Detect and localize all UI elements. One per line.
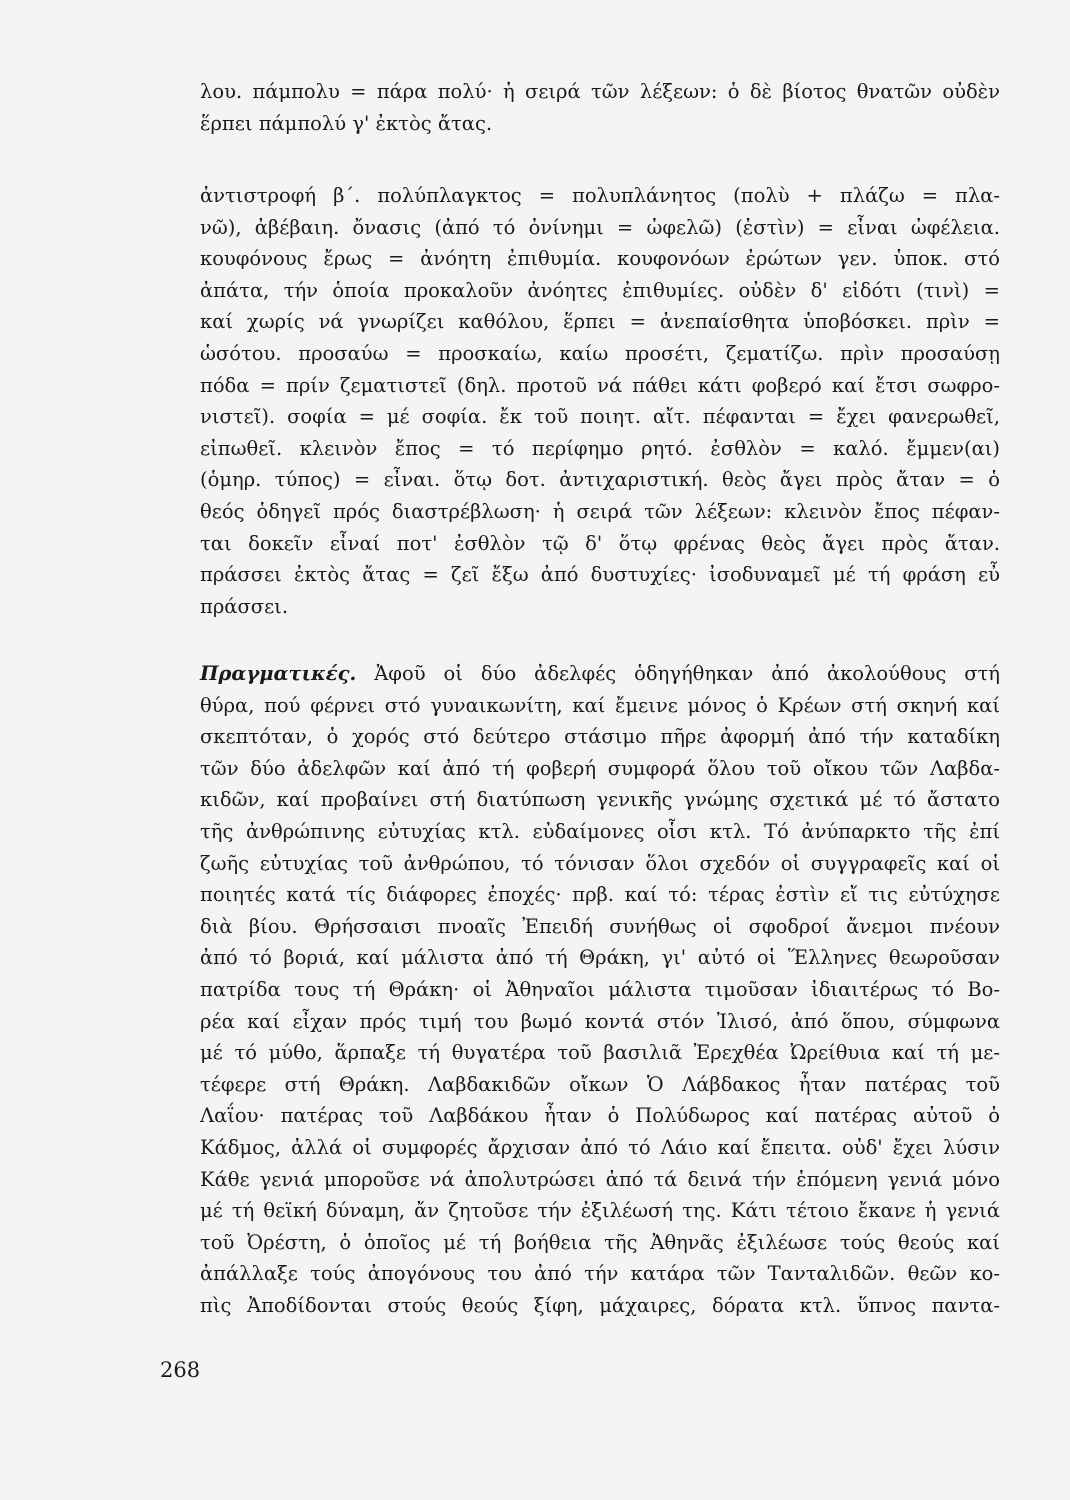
text-line: Κάθε γενιά μποροῦσε νά ἀπολυτρώσει ἀπό τά δεινά τήν ἑπόμενη γενιά μόνο [200,1167,1000,1191]
commentary-paragraph-antistrophe [200,180,1000,622]
text-line: μέ τό μύθο, ἅρπαξε τή θυγατέρα τοῦ βασιλιᾶ Ἐρεχθέα Ὠρείθυια καί τή με- [200,1041,1000,1065]
text-line: καί χωρίς νά γνωρίζει καθόλου, ἕρπει = ἀνεπαίσθητα ὑποβόσκει. πρὶν = [200,310,1000,334]
text-line: ὡσότου. προσαύω = προσκαίω, καίω προσέτι, ζεματίζω. πρὶν προσαύσῃ [200,341,1000,365]
text-line: τέφερε στή Θράκη. Λαβδακιδῶν οἴκων Ὁ Λάβδακος ἦταν πατέρας τοῦ [200,1072,1000,1096]
text-line: τοῦ Ὀρέστη, ὁ ὁποῖος μέ τή βοήθεια τῆς Ἀθηνᾶς ἐξιλέωσε τούς θεούς καί [200,1230,1000,1254]
text-line: πατρίδα τους τή Θράκη· οἱ Ἀθηναῖοι μάλιστα τιμοῦσαν ἰδιαιτέρως τό Βο- [200,977,1000,1001]
text-line [200,658,1000,690]
text-line: τῆς ἀνθρώπινης εὐτυχίας κτλ. εὐδαίμονες οἷσι κτλ. Τό ἀνύπαρκτο τῆς ἐπί [200,819,1000,843]
text-line: ἕρπει πάμπολύ γ' ἐκτὸς ἄτας. [200,111,493,135]
text-fragment: Ἀφοῦ οἱ δύο ἀδελφές ὁδηγήθηκαν ἀπό ἀκολούθους στή [356,662,1000,685]
text-line: θεός ὁδηγεῖ πρός διαστρέβλωση· ἡ σειρά τῶν λέξεων: κλεινὸν ἔπος πέφαν- [200,499,1000,523]
text-line: κουφόνους ἔρως = ἀνόητη ἐπιθυμία. κουφονόων ἐρώτων γεν. ὑποκ. στό [200,247,1000,271]
text-line: νιστεῖ). σοφία = μέ σοφία. ἔκ τοῦ ποιητ. αἴτ. πέφανται = ἔχει φανερωθεῖ, [200,405,1000,429]
text-line: θύρα, πού φέρνει στό γυναικωνίτη, καί ἔμεινε μόνος ὁ Κρέων στή σκηνή καί [200,693,1000,717]
text-line: εἰπωθεῖ. κλεινὸν ἔπος = τό περίφημο ρητό. ἐσθλὸν = καλό. ἔμμεν(αι) [200,436,1000,460]
section-heading: Πραγματικές. [200,662,357,685]
text-line: ται δοκεῖν εἶναί ποτ' ἐσθλὸν τῷ δ' ὅτῳ φρένας θεὸς ἄγει πρὸς ἄταν. [200,531,1000,555]
text-line: Κάδμος, ἀλλά οἱ συμφορές ἄρχισαν ἀπό τό Λάιο καί ἔπειτα. οὐδ' ἔχει λύσιν [200,1135,1000,1159]
text-line: ποιητές κατά τίς διάφορες ἐποχές· πρβ. καί τό: τέρας ἐστὶν εἴ τις εὐτύχησε [200,883,1000,907]
commentary-paragraph-1 [200,76,1000,139]
text-line: ἀντιστροφή β΄. πολύπλαγκτος = πολυπλάνητος (πολὺ + πλάζω = πλα- [200,184,1000,207]
text-line: πράσσει ἐκτὸς ἄτας = ζεῖ ἔξω ἀπό δυστυχίες· ἰσοδυναμεῖ μέ τή φράση εὖ [200,563,1000,587]
text-line: λου. πάμπολυ = πάρα πολύ· ἡ σειρά τῶν λέξεων: ὁ δὲ βίοτος θνατῶν οὐδὲν [200,80,1000,103]
text-line: σκεπτόταν, ὁ χορός στό δεύτερο στάσιμο πῆρε ἀφορμή ἀπό τήν καταδίκη [200,725,1000,749]
text-line: ἀπάλλαξε τούς ἀπογόνους του ἀπό τήν κατάρα τῶν Τανταλιδῶν. θεῶν κο- [200,1262,1000,1286]
text-line: Λαΐου· πατέρας τοῦ Λαβδάκου ἦταν ὁ Πολύδωρος καί πατέρας αὐτοῦ ὁ [200,1104,1000,1128]
text-line: πόδα = πρίν ζεματιστεῖ (δηλ. προτοῦ νά πάθει κάτι φοβερό καί ἔτσι σωφρο- [200,373,1000,397]
text-line: νῶ), ἀβέβαιη. ὄνασις (ἀπό τό ὀνίνημι = ὠφελῶ) (ἐστὶν) = εἶναι ὠφέλεια. [200,215,1000,239]
text-line: ρέα καί εἶχαν πρός τιμή του βωμό κοντά στόν Ἰλισό, ἀπό ὅπου, σύμφωνα [200,1009,1000,1033]
text-line: πράσσει. [200,594,289,618]
commentary-paragraph-pragmatikes [200,658,1000,1321]
text-line: ἀπάτα, τήν ὁποία προκαλοῦν ἀνόητες ἐπιθυμίες. οὐδὲν δ' εἰδότι (τινὶ) = [200,278,1000,302]
text-line: ἀπό τό βοριά, καί μάλιστα ἀπό τή Θράκη, γι' αὐτό οἱ Ἕλληνες θεωροῦσαν [200,946,1000,970]
text-line: μέ τή θεϊκή δύναμη, ἄν ζητοῦσε τήν ἐξιλέωσή της. Κάτι τέτοιο ἔκανε ἡ γενιά [200,1199,1000,1223]
text-line: ζωῆς εὐτυχίας τοῦ ἀνθρώπου, τό τόνισαν ὅλοι σχεδόν οἱ συγγραφεῖς καί οἱ [200,851,1000,875]
page-number: 268 [160,1358,201,1382]
text-line: τῶν δύο ἀδελφῶν καί ἀπό τή φοβερή συμφορά ὅλου τοῦ οἴκου τῶν Λαβδα- [200,756,1000,780]
text-line: πὶς Ἀποδίδονται στούς θεούς ξίφη, μάχαιρες, δόρατα κτλ. ὕπνος παντα- [200,1293,1000,1317]
text-line: διὰ βίου. Θρήσσαισι πνοαῖς Ἐπειδή συνήθως οἱ σφοδροί ἄνεμοι πνέουν [200,914,1000,938]
text-line: (ὁμηρ. τύπος) = εἶναι. ὅτῳ δοτ. ἀντιχαριστική. θεὸς ἄγει πρὸς ἄταν = ὁ [200,468,1000,492]
text-line: κιδῶν, καί προβαίνει στή διατύπωση γενικῆς γνώμης σχετικά μέ τό ἄστατο [200,788,1000,812]
